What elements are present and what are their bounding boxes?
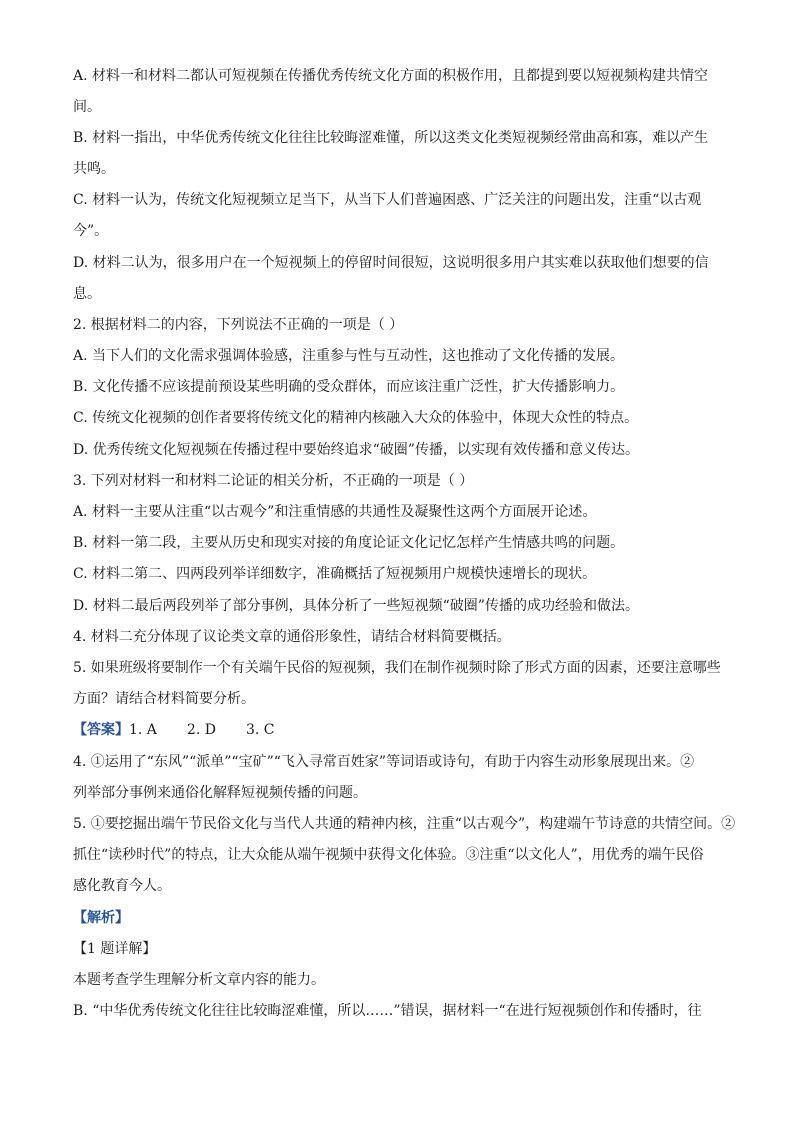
answer-1: 1. A xyxy=(129,722,157,738)
analysis-line1: 本题考查学生理解分析文章内容的能力。 xyxy=(73,972,325,988)
question-5-line2: 方面？请结合材料简要分析。 xyxy=(73,691,255,707)
option-3d: D. 材料二最后两段列举了部分事例，具体分析了一些短视频“破圈”传播的成功经验和做法。 xyxy=(73,598,639,614)
answer-5-line2: 抓住“读秒时代”的特点，让大众能从端午视频中获得文化体验。③注重“以文化人”，用优秀的端午民俗 xyxy=(73,847,704,863)
option-1a-line2: 间。 xyxy=(73,99,101,115)
answer-3: 3. C xyxy=(245,722,275,738)
question-5-line1: 5. 如果班级将要制作一个有关端午民俗的短视频，我们在制作视频时除了形式方面的因素，还要注意哪些 xyxy=(73,660,721,676)
detail-tag: 【1 题详解】 xyxy=(73,941,157,957)
option-1d-line1: D. 材料二认为，很多用户在一个短视频上的停留时间很短，这说明很多用户其实难以获取他们想要的信 xyxy=(73,255,709,271)
analysis-line2: B. “中华优秀传统文化往往比较晦涩难懂，所以……”错误，据材料一“在进行短视频创作和传播时，往 xyxy=(73,1003,702,1019)
question-2: 2. 根据材料二的内容，下列说法不正确的一项是（ ） xyxy=(73,317,404,333)
answer-tag: 【答案】 xyxy=(73,722,129,738)
option-3b: B. 材料一第二段，主要从历史和现实对接的角度论证文化记忆怎样产生情感共鸣的问题。 xyxy=(73,535,625,551)
option-1d-line2: 息。 xyxy=(73,286,101,302)
answer-4-line2: 列举部分事例来通俗化解释短视频传播的问题。 xyxy=(73,785,367,801)
option-3c: C. 材料二第二、四两段列举详细数字，准确概括了短视频用户规模快速增长的现状。 xyxy=(73,566,597,582)
answer-5-line3: 感化教育今人。 xyxy=(73,878,171,894)
question-4: 4. 材料二充分体现了议论类文章的通俗形象性，请结合材料简要概括。 xyxy=(73,629,511,645)
option-1b-line1: B. 材料一指出，中华优秀传统文化往往比较晦涩难懂，所以这类文化类短视频经常曲高和寡，难以产生 xyxy=(73,130,709,146)
option-3a: A. 材料一主要从注重“以古观今”和注重情感的共通性及凝聚性这两个方面展开论述。 xyxy=(73,504,597,520)
option-2c: C. 传统文化视频的创作者要将传统文化的精神内核融入大众的体验中，体现大众性的特点。 xyxy=(73,410,639,426)
answer-5-line1: 5. ①要挖掘出端午节民俗文化与当代人共通的精神内核，注重“以古观今”，构建端午节诗意的共情空间。② xyxy=(73,816,736,832)
answer-2: 2. D xyxy=(186,722,216,738)
option-1b-line2: 共鸣。 xyxy=(73,161,115,177)
option-1c-line1: C. 材料一认为，传统文化短视频立足当下，从当下人们普遍困惑、广泛关注的问题出发，注重“以古观 xyxy=(73,192,702,208)
answer-line xyxy=(73,720,275,740)
analysis-tag: 【解析】 xyxy=(73,910,129,926)
question-3: 3. 下列对材料一和材料二论证的相关分析，不正确的一项是（ ） xyxy=(73,473,474,489)
option-2b: B. 文化传播不应该提前预设某些明确的受众群体，而应该注重广泛性，扩大传播影响力。 xyxy=(73,379,625,395)
option-1a-line1: A. 材料一和材料二都认可短视频在传播优秀传统文化方面的积极作用，且都提到要以短视频构建共情空 xyxy=(73,68,709,84)
option-2d: D. 优秀传统文化短视频在传播过程中要始终追求“破圈”传播，以实现有效传播和意义传达。 xyxy=(73,442,639,458)
option-1c-line2: 今”。 xyxy=(73,223,109,239)
answer-4-line1: 4. ①运用了“东风”“派单”“宝矿”“飞入寻常百姓家”等词语或诗句，有助于内容生动形象展现出来。② xyxy=(73,754,695,770)
option-2a: A. 当下人们的文化需求强调体验感，注重参与性与互动性，这也推动了文化传播的发展。 xyxy=(73,348,625,364)
